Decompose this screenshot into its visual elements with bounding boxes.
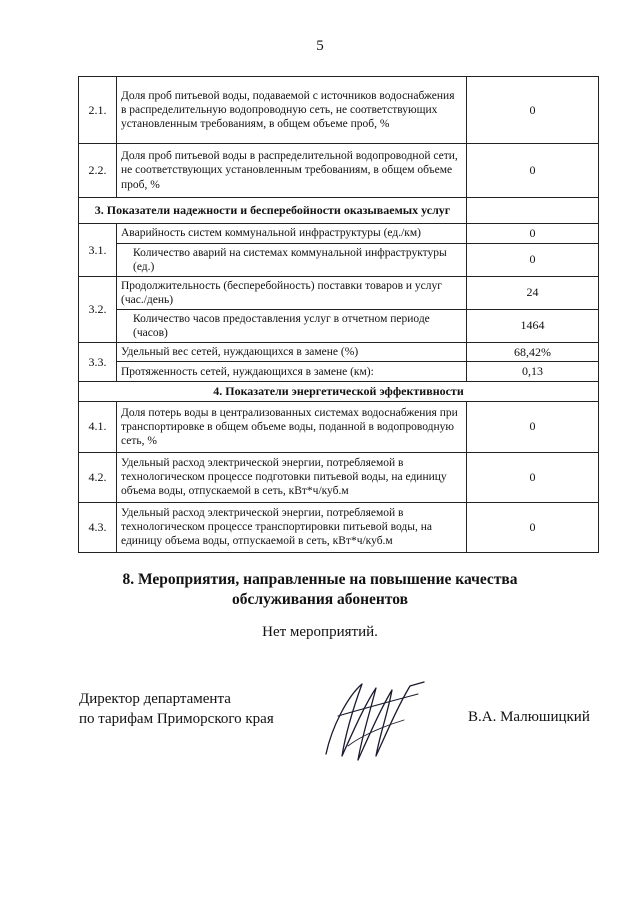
row-number: 3.3. [79, 342, 117, 381]
row-description: Доля проб питьевой воды в распределительной водопроводной сети, не соответствующих установленным требованиям, в общем объеме проб, % [117, 144, 467, 198]
section-4-title: 4. Показатели энергетической эффективности [79, 381, 599, 401]
table-row [79, 243, 599, 276]
handwritten-signature [318, 676, 428, 766]
row-description: Удельный расход электрической энергии, потребляемой в технологическом процессе подготовки питьевой воды, на единицу объема воды, отпускаемой в сеть, кВт*ч/куб.м [117, 452, 467, 502]
no-measures-text: Нет мероприятий. [262, 624, 378, 640]
table-row [79, 309, 599, 342]
table-row [79, 362, 599, 382]
row-description: Удельный расход электрической энергии, потребляемой в технологическом процессе транспортировки питьевой воды, на единицу объема воды, отпускаемой в сеть, кВт*ч/куб.м [117, 502, 467, 552]
page-number: 5 [316, 38, 324, 54]
indicators-table [78, 76, 599, 553]
row-number: 4.3. [79, 502, 117, 552]
row-number: 2.2. [79, 144, 117, 198]
row-description: Аварийность систем коммунальной инфраструктуры (ед./км) [117, 224, 467, 244]
signer-title-line: Директор департамента [79, 691, 231, 707]
row-description: Доля проб питьевой воды, подаваемой с источников водоснабжения в распределительную водопроводную сеть, не соответствующих установленным требованиям, в общем объеме проб, % [117, 77, 467, 144]
row-value: 0 [467, 144, 599, 198]
table-row [79, 77, 599, 144]
section-8-heading [0, 570, 640, 610]
signer-title-line: по тарифам Приморского края [79, 710, 274, 727]
row-description: Продолжительность (бесперебойность) поставки товаров и услуг (час./день) [117, 276, 467, 309]
row-description: Количество часов предоставления услуг в отчетном периоде (часов) [117, 309, 467, 342]
table-row [79, 502, 599, 552]
table-row [79, 144, 599, 198]
row-value: 24 [467, 276, 599, 309]
row-value: 0,13 [467, 362, 599, 382]
row-value: 1464 [467, 309, 599, 342]
row-number: 3.1. [79, 224, 117, 277]
table-row [79, 452, 599, 502]
section-header-row [79, 198, 599, 224]
table-row [79, 401, 599, 452]
row-number: 2.1. [79, 77, 117, 144]
table-row [79, 276, 599, 309]
row-description: Протяженность сетей, нуждающихся в замене (км): [117, 362, 467, 382]
row-number: 4.2. [79, 452, 117, 502]
table-row [79, 224, 599, 244]
row-value: 0 [467, 243, 599, 276]
table-row [79, 342, 599, 362]
section-3-title: 3. Показатели надежности и бесперебойности оказываемых услуг [79, 198, 467, 224]
signer-title [79, 690, 274, 729]
empty-cell [467, 198, 599, 224]
row-value: 0 [467, 401, 599, 452]
row-value: 68,42% [467, 342, 599, 362]
signer-name: В.А. Малюшицкий [468, 709, 590, 725]
heading-line: обслуживания абонентов [232, 591, 408, 609]
row-value: 0 [467, 502, 599, 552]
section-header-row [79, 381, 599, 401]
row-description: Доля потерь воды в централизованных системах водоснабжения при транспортировке в общем объеме воды, поданной в водопроводную сеть, % [117, 401, 467, 452]
row-number: 4.1. [79, 401, 117, 452]
row-value: 0 [467, 77, 599, 144]
row-description: Удельный вес сетей, нуждающихся в замене (%) [117, 342, 467, 362]
row-description: Количество аварий на системах коммунальной инфраструктуры (ед.) [117, 243, 467, 276]
row-value: 0 [467, 452, 599, 502]
heading-line: 8. Мероприятия, направленные на повышение качества [122, 571, 518, 588]
row-value: 0 [467, 224, 599, 244]
row-number: 3.2. [79, 276, 117, 342]
